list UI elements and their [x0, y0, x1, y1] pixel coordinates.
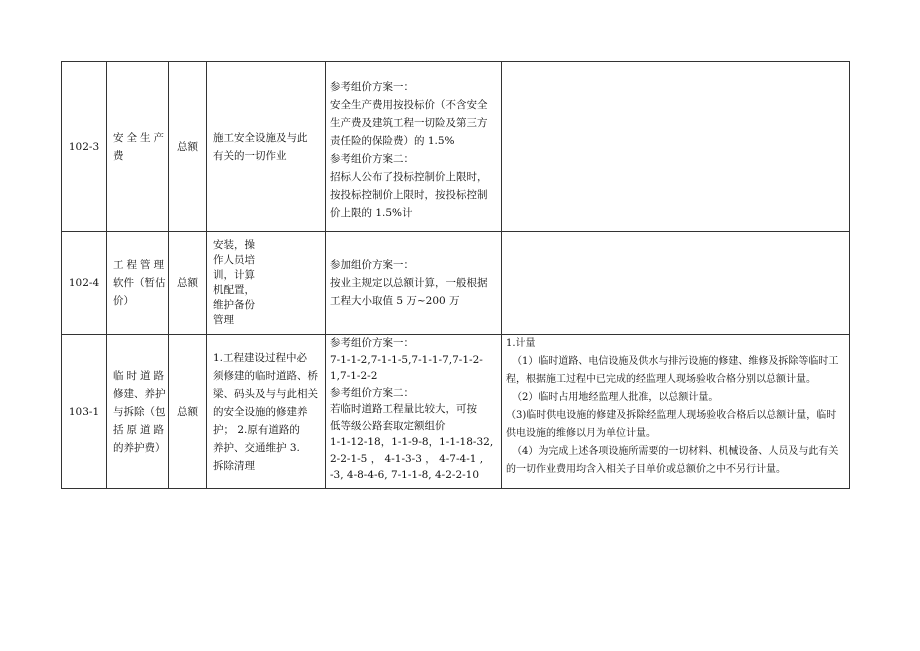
reference-line: 生产费及建筑工程一切险及第三方 [330, 117, 488, 129]
reference-line: 若临时道路工程量比较大，可按 [330, 403, 477, 415]
item-name-cell [107, 335, 169, 489]
measurement-line: （4）为完成上述各项设施所需要的一切材料、机械设备、人员及与此有关的一切作业费用均含入相关子目单价或总额价之中不另行计量。 [506, 446, 839, 475]
work-content-line: 拆除清理 [213, 459, 255, 472]
item-name-line: 与拆除（包 [113, 405, 166, 418]
reference-line: 参考组价方案一： [330, 81, 414, 93]
item-unit: 总额 [177, 277, 198, 289]
table-row [62, 335, 850, 489]
reference-line: 参考组价方案二： [330, 386, 414, 399]
reference-line: -3, 4-8-4-6, 7-1-1-8, 4-2-2-10 [330, 469, 480, 481]
work-content-line: 维护备份 [213, 299, 255, 311]
work-content-line: 须修建的临时道路、桥 [213, 369, 318, 382]
reference-line: 工程大小取值 5 万~200 万 [330, 295, 460, 307]
item-unit-cell [169, 62, 207, 232]
reference-line: 2-2-1-5 ， 4-1-3-3 ， 4-7-4-1 , [330, 452, 484, 465]
reference-line: 按投标控制价上限时，按投标控制 [330, 189, 488, 201]
measurement-line: 1.计量 [506, 338, 536, 349]
work-content-line: 安装，操 [213, 239, 255, 251]
reference-pricing-cell [326, 62, 502, 232]
reference-line: 参考组价方案二： [330, 153, 414, 165]
work-content-line: 管理 [213, 314, 234, 326]
work-content-line: 护； 2.原有道路的 [213, 423, 300, 436]
work-content-line: 施工安全设施及与此 [213, 131, 308, 144]
reference-line: 参考组价方案一： [330, 337, 414, 349]
item-code-cell [62, 232, 107, 335]
item-name-line: 临时道路 [113, 369, 167, 382]
item-code: 102-4 [68, 277, 100, 289]
item-name-line: 软件（暂估 [113, 277, 166, 289]
measurement-line: （2）临时占用地经监理人批准，以总额计量。 [512, 392, 719, 403]
item-code-cell [62, 335, 107, 489]
reference-pricing-cell [326, 232, 502, 335]
reference-line: 价上限的 1.5%计 [330, 207, 413, 219]
item-name-cell [107, 232, 169, 335]
work-content-line: 作人员培 [213, 254, 255, 266]
reference-line: 按业主规定以总额计算，一般根据 [330, 277, 488, 289]
reference-line: 低等级公路套取定额组价 [330, 419, 446, 432]
work-content-line: 的安全设施的修建养 [213, 405, 308, 418]
item-unit: 总额 [177, 405, 198, 418]
item-name-line: 修建、养护 [113, 387, 166, 400]
reference-line: 责任险的保险费）的 1.5% [330, 135, 455, 147]
table-row [62, 232, 850, 335]
work-content-line: 养护、交通维护 3. [213, 441, 300, 454]
measurement-cell [502, 335, 850, 489]
work-content-line: 有关的一切作业 [213, 149, 287, 162]
pricing-table-body [62, 62, 850, 489]
work-content-line: 训，计算 [213, 269, 255, 281]
work-content-line: 梁、码头及与与此相关 [213, 387, 318, 400]
item-code-cell [62, 62, 107, 232]
table-row [62, 62, 850, 232]
reference-pricing-cell [326, 335, 502, 489]
measurement-line: （1）临时道路、电信设施及供水与排污设施的修建、维修及拆除等临时工程，根据施工过程中已完成的经监理人现场验收合格分别以总额计量。 [506, 356, 839, 385]
item-name-line: 价） [113, 295, 134, 307]
reference-line: 7-1-1-2,7-1-1-5,7-1-1-7,7-1-2- [330, 353, 483, 366]
item-unit: 总额 [177, 140, 198, 153]
work-content-cell [207, 62, 326, 232]
reference-line: 参加组价方案一： [330, 259, 414, 271]
work-content-line: 1.工程建设过程中必 [213, 351, 308, 364]
reference-line: 招标人公布了投标控制价上限时， [330, 171, 488, 183]
reference-line: 1,7-1-2-2 [330, 370, 378, 382]
measurement-cell [502, 62, 850, 232]
item-unit-cell [169, 232, 207, 335]
item-name-line: 的养护费） [113, 441, 166, 454]
item-name-line: 括原道路 [113, 423, 167, 436]
item-unit-cell [169, 335, 207, 489]
measurement-cell [502, 232, 850, 335]
item-name-line: 工程管理 [113, 259, 167, 271]
reference-line: 安全生产费用按投标价（不含安全 [330, 99, 488, 111]
work-content-cell [207, 232, 326, 335]
measurement-line: （3)临时供电设施的修建及拆除经监理人现场验收合格后以总额计量，临时供电设施的维修以月为单位计量。 [506, 410, 837, 439]
item-name-line: 费 [113, 149, 124, 162]
item-code: 103-1 [68, 405, 100, 418]
item-name-cell [107, 62, 169, 232]
reference-line: 1-1-12-18，1-1-9-8，1-1-18-32, [330, 436, 494, 448]
item-code: 102-3 [68, 140, 100, 153]
work-content-cell [207, 335, 326, 489]
pricing-table [61, 61, 850, 489]
item-name-line: 安全生产 [113, 131, 167, 144]
work-content-line: 机配置， [213, 284, 255, 296]
